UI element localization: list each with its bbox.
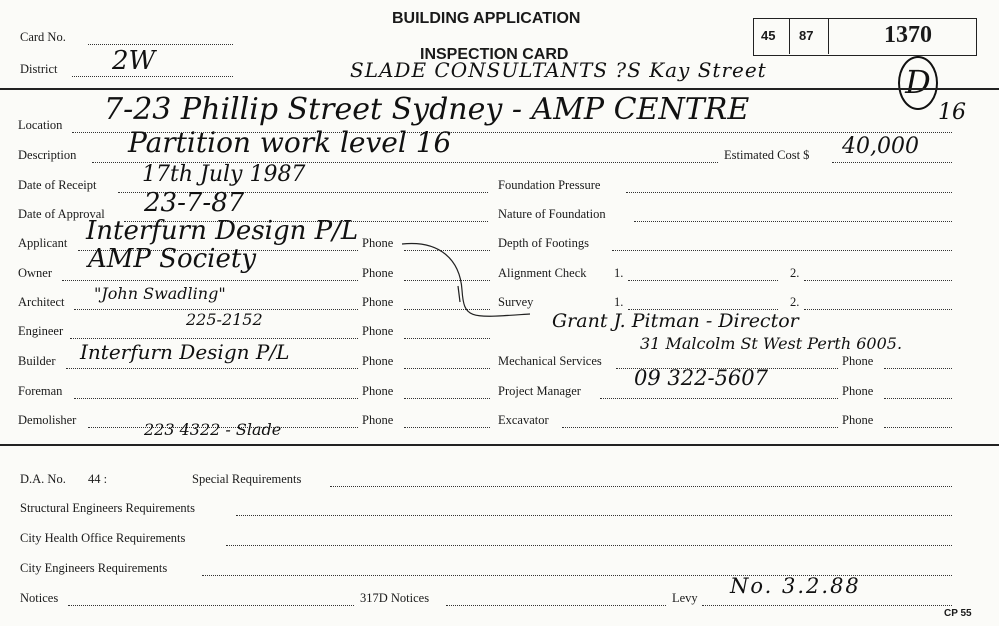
builder-value: Interfurn Design P/L xyxy=(80,340,290,364)
excavator-label: Excavator xyxy=(498,413,549,427)
notices-line xyxy=(68,605,354,606)
architect-label: Architect xyxy=(18,295,65,309)
date-approval-value: 23-7-87 xyxy=(144,188,245,218)
project-manager-phone: 09 322-5607 xyxy=(634,366,769,390)
survey-num-2: 2. xyxy=(790,295,800,309)
special-label: Special Requirements xyxy=(192,472,302,486)
pen-scribble xyxy=(400,240,550,350)
district-label: District xyxy=(20,62,58,76)
mechanical-label: Mechanical Services xyxy=(498,354,602,368)
applicant-phone-label: Phone xyxy=(362,236,394,250)
owner-value: AMP Society xyxy=(88,244,257,274)
mechanical-phone-label: Phone xyxy=(842,354,874,368)
card-no-label: Card No. xyxy=(20,30,66,44)
district-line xyxy=(72,76,233,77)
project-manager-label: Project Manager xyxy=(498,384,581,398)
builder-phone-label: Phone xyxy=(362,354,394,368)
foundation-pressure-line xyxy=(626,192,952,193)
architect-value: "John Swadling" xyxy=(94,284,226,303)
estimated-cost-value: 40,000 xyxy=(842,134,919,159)
builder-line xyxy=(66,368,358,369)
depth-footings-label: Depth of Footings xyxy=(498,236,589,250)
project-manager-phone-line xyxy=(884,398,952,399)
foundation-pressure-label: Foundation Pressure xyxy=(498,178,601,192)
description-value: Partition work level 16 xyxy=(128,126,452,159)
engineer-line xyxy=(70,338,358,339)
header-divider xyxy=(0,88,999,90)
foreman-phone-line xyxy=(404,398,490,399)
estimated-cost-line xyxy=(832,162,952,163)
project-manager-line xyxy=(600,398,838,399)
circled-mark: D xyxy=(898,56,938,110)
notices-317d-label: 317D Notices xyxy=(360,591,430,605)
depth-footings-line xyxy=(612,250,952,251)
card-number: 1370 xyxy=(884,22,932,48)
applicant-value: Interfurn Design P/L xyxy=(86,216,359,246)
consultants-text: SLADE CONSULTANTS ?S Kay Street xyxy=(350,58,767,82)
owner-phone-label: Phone xyxy=(362,266,394,280)
demolisher-phone-label: Phone xyxy=(362,413,394,427)
nature-foundation-label: Nature of Foundation xyxy=(498,207,606,221)
box-2-value: 87 xyxy=(799,28,814,43)
excavator-phone-line xyxy=(884,427,952,428)
contact-address: 31 Malcolm St West Perth 6005. xyxy=(640,334,903,353)
city-engineers-label: City Engineers Requirements xyxy=(20,561,168,575)
mechanical-phone-line xyxy=(884,368,952,369)
requirements-divider xyxy=(0,444,999,446)
alignment-line-1 xyxy=(628,280,778,281)
survey-line-2 xyxy=(804,309,952,310)
special-line xyxy=(330,486,952,487)
survey-num-1: 1. xyxy=(614,295,624,309)
da-no-label: D.A. No. xyxy=(20,472,66,486)
excavator-line xyxy=(562,427,838,428)
survey-label: Survey xyxy=(498,295,534,309)
date-receipt-label: Date of Receipt xyxy=(18,178,97,192)
contact-name: Grant J. Pitman - Director xyxy=(552,310,799,332)
builder-label: Builder xyxy=(18,354,56,368)
notices-317d-line xyxy=(446,605,666,606)
date-receipt-value: 17th July 1987 xyxy=(142,162,306,187)
form-code: CP 55 xyxy=(944,608,972,619)
levy-value: No. 3.2.88 xyxy=(730,574,861,598)
builder-phone-line xyxy=(404,368,490,369)
owner-label: Owner xyxy=(18,266,53,280)
location-note: 16 xyxy=(938,100,966,125)
alignment-check-label: Alignment Check xyxy=(498,266,587,280)
district-value: 2W xyxy=(112,46,156,76)
alignment-num-1: 1. xyxy=(614,266,624,280)
card-no-line xyxy=(88,44,233,45)
engineer-value: 225-2152 xyxy=(186,310,263,329)
structural-line xyxy=(236,515,952,516)
alignment-line-2 xyxy=(804,280,952,281)
demolisher-label: Demolisher xyxy=(18,413,77,427)
location-label: Location xyxy=(18,118,63,132)
estimated-cost-label: Estimated Cost $ xyxy=(724,148,810,162)
health-line xyxy=(226,545,952,546)
demolisher-phone-line xyxy=(404,427,490,428)
levy-line xyxy=(702,605,952,606)
excavator-phone-label: Phone xyxy=(842,413,874,427)
project-manager-phone-label: Phone xyxy=(842,384,874,398)
levy-label: Levy xyxy=(672,591,698,605)
location-value: 7-23 Phillip Street Sydney - AMP CENTRE xyxy=(104,92,750,127)
da-no-value: 44 : xyxy=(88,472,108,486)
owner-line xyxy=(62,280,358,281)
nature-foundation-line xyxy=(634,221,952,222)
box-1-value: 45 xyxy=(761,28,776,43)
engineer-label: Engineer xyxy=(18,324,64,338)
alignment-num-2: 2. xyxy=(790,266,800,280)
health-label: City Health Office Requirements xyxy=(20,531,186,545)
form-title: BUILDING APPLICATION xyxy=(392,10,581,27)
foreman-line xyxy=(74,398,358,399)
notices-label: Notices xyxy=(20,591,59,605)
structural-label: Structural Engineers Requirements xyxy=(20,501,195,515)
date-approval-label: Date of Approval xyxy=(18,207,105,221)
form-subtitle: INSPECTION CARD xyxy=(420,46,569,63)
foreman-phone-label: Phone xyxy=(362,384,394,398)
foreman-label: Foreman xyxy=(18,384,63,398)
description-label: Description xyxy=(18,148,77,162)
demolisher-value: 223 4322 - Slade xyxy=(144,420,282,439)
architect-phone-label: Phone xyxy=(362,295,394,309)
engineer-phone-label: Phone xyxy=(362,324,394,338)
applicant-label: Applicant xyxy=(18,236,68,250)
